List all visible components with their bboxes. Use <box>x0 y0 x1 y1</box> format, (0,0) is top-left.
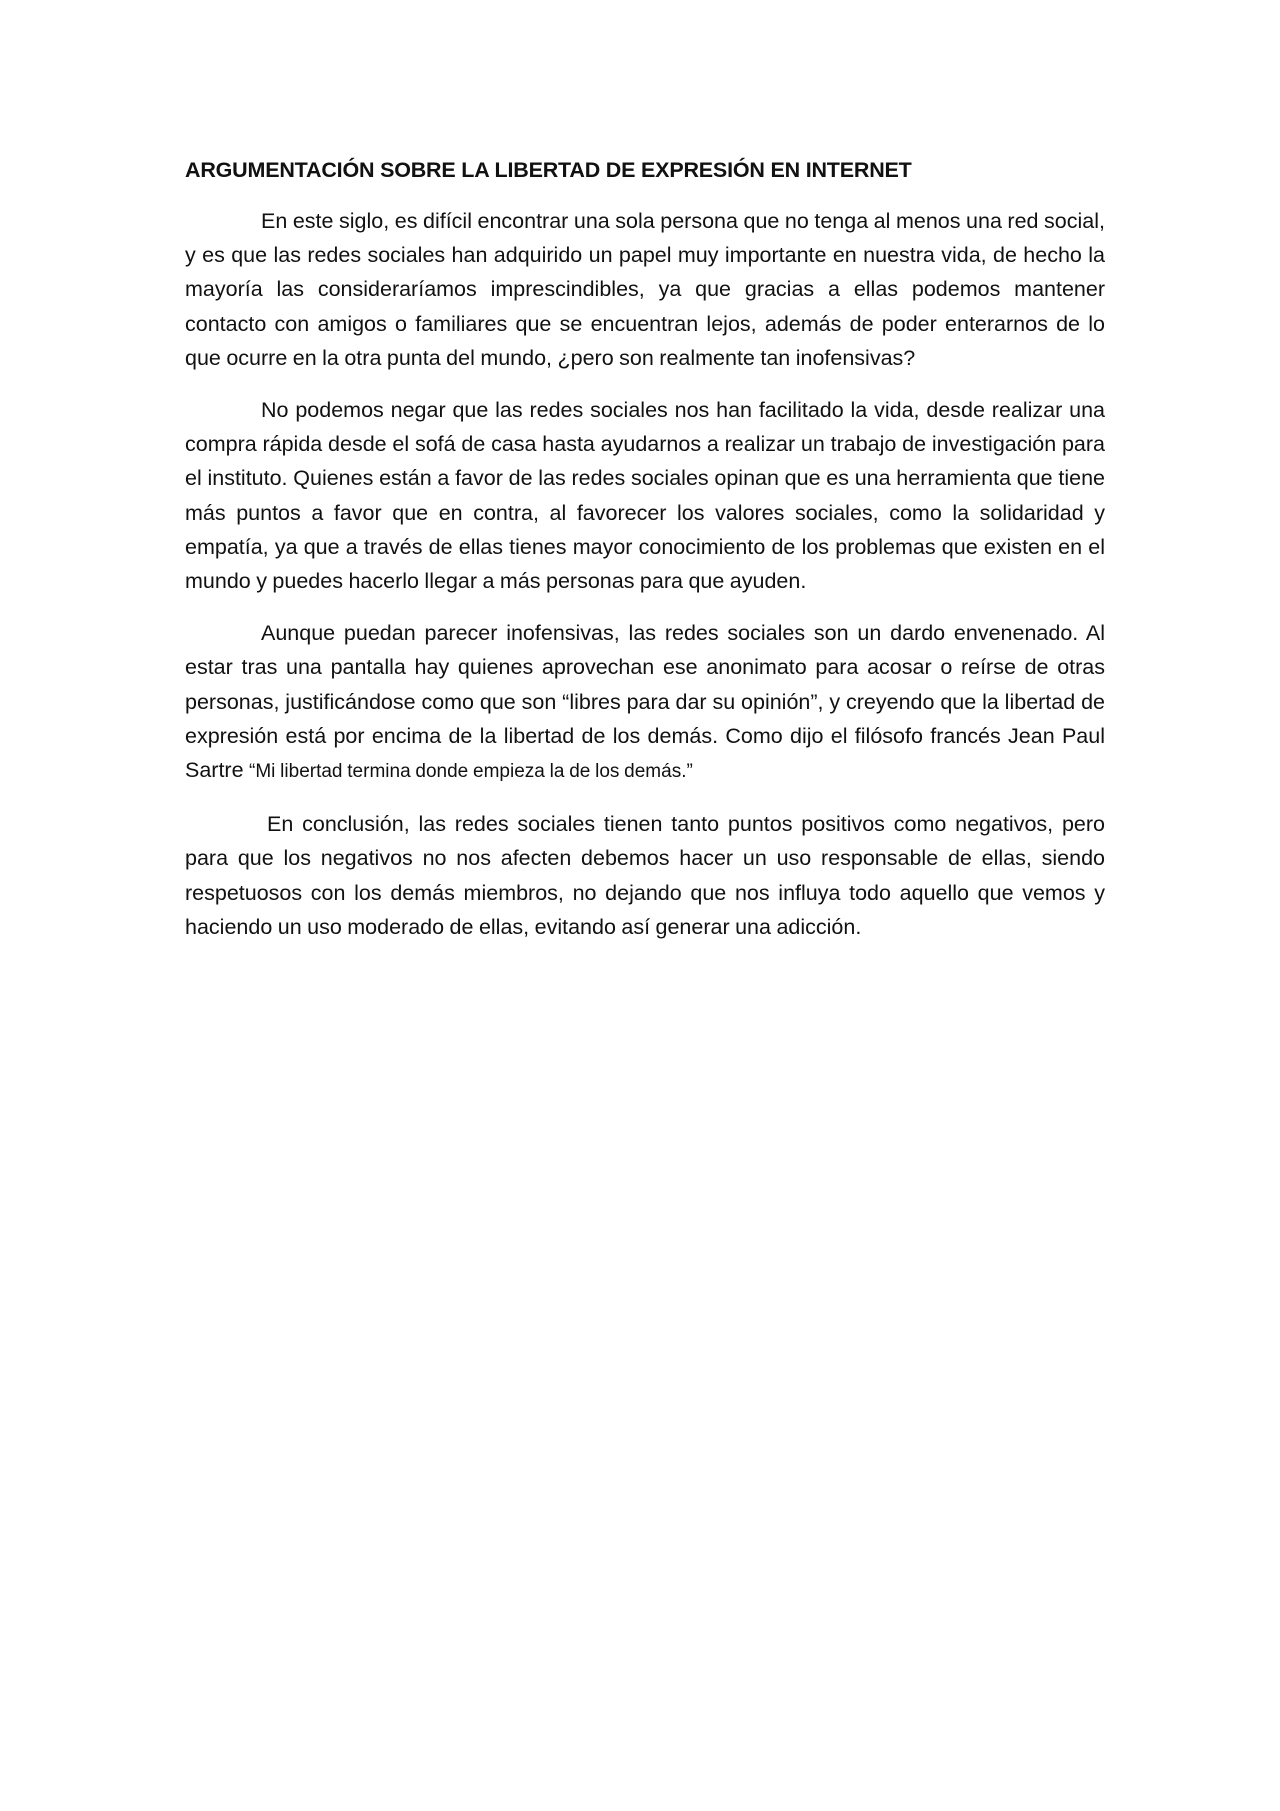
document-title: ARGUMENTACIÓN SOBRE LA LIBERTAD DE EXPRESIÓN EN INTERNET <box>185 158 912 182</box>
paragraph-2: No podemos negar que las redes sociales nos han facilitado la vida, desde realizar una compra rápida desde el sofá de casa hasta ayudarnos a realizar un trabajo de investigación para el instituto. Quienes están a favor de las redes sociales opinan que es una herramienta que tiene más puntos a favor que en contra, al favorecer los valores sociales, como la solidaridad y empatía, ya que a través de ellas tienes mayor conocimiento de los problemas que existen en el mundo y puedes hacerlo llegar a más personas para que ayuden. <box>185 398 1105 594</box>
sartre-quote: “Mi libertad termina donde empieza la de los demás.” <box>249 761 693 783</box>
paragraph-4: En conclusión, las redes sociales tienen tanto puntos positivos como negativos, pero para que los negativos no nos afecten debemos hacer un uso responsable de ellas, siendo respetuosos con los demás miembros, no dejando que nos influya todo aquello que vemos y haciendo un uso moderado de ellas, evitando así generar una adicción. <box>185 812 1105 939</box>
paragraph-3-text: Aunque puedan parecer inofensivas, las redes sociales son un dardo envenenado. Al estar tras una pantalla hay quienes aprovechan ese anonimato para acosar o reírse de otras personas, justificándose como que son “libres para dar su opinión”, y creyendo que la libertad de expresión está por encima de la libertad de los demás. Como dijo el filósofo francés Jean Paul Sartre <box>185 621 1105 783</box>
paragraph-3 <box>185 616 1105 789</box>
document-body <box>185 150 1105 962</box>
paragraph-1: En este siglo, es difícil encontrar una sola persona que no tenga al menos una red social, y es que las redes sociales han adquirido un papel muy importante en nuestra vida, de hecho la mayoría las consideraríamos imprescindibles, ya que gracias a ellas podemos mantener contacto con amigos o familiares que se encuentran lejos, además de poder enterarnos de lo que ocurre en la otra punta del mundo, ¿pero son realmente tan inofensivas? <box>185 209 1105 370</box>
